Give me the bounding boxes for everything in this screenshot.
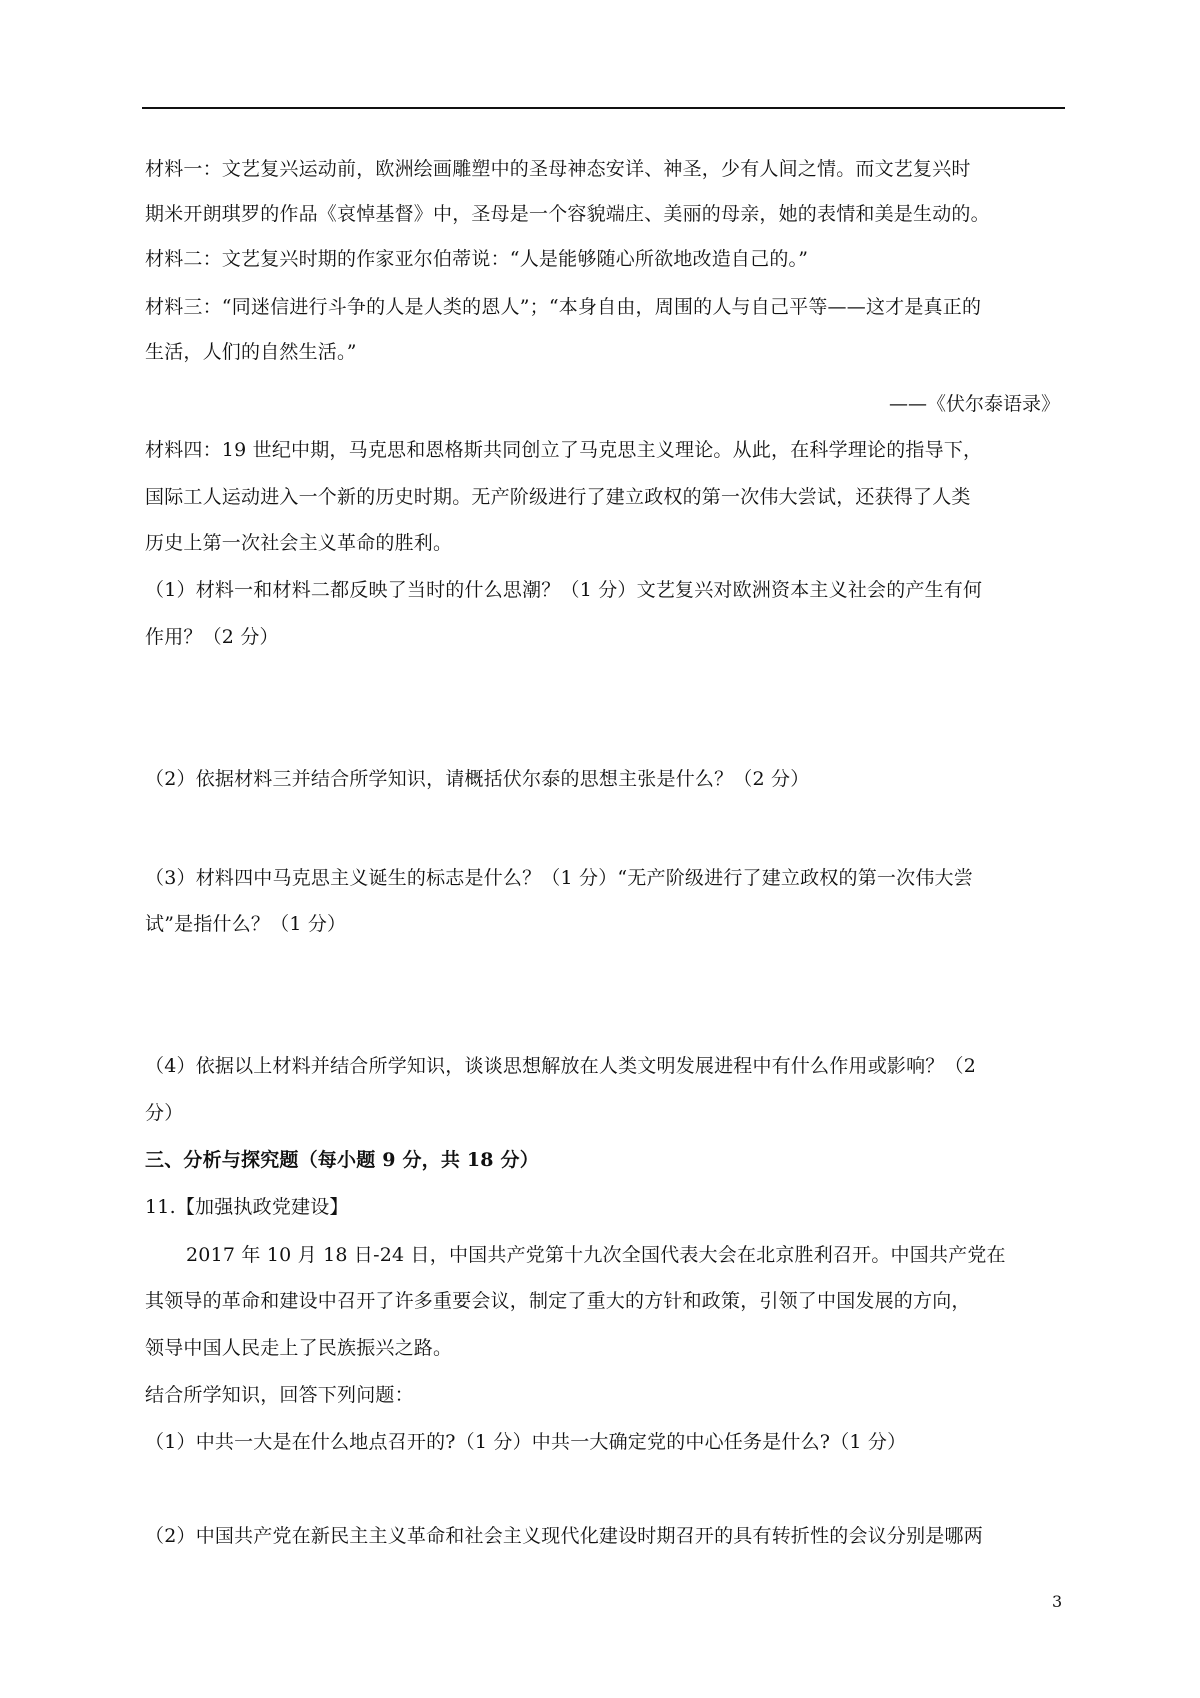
material-four-line-2: 国际工人运动进入一个新的历史时期。无产阶级进行了建立政权的第一次伟大尝试，还获得了人类 [145,486,971,508]
material-one-line-2: 期米开朗琪罗的作品《哀悼基督》中，圣母是一个容貌端庄、美丽的母亲，她的表情和美是生动的。 [145,203,990,225]
question-11-2-line-1: （2）中国共产党在新民主主义革命和社会主义现代化建设时期召开的具有转折性的会议分别是哪两 [145,1525,983,1547]
question-11-paragraph-line-1: 2017 年 10 月 18 日-24 日，中国共产党第十九次全国代表大会在北京胜利召开。中国共产党在 [186,1244,1006,1266]
question-10-3-line-2: 试”是指什么？（1 分） [145,913,347,935]
material-three-line-1: 材料三：“同迷信进行斗争的人是人类的恩人”；“本身自由，周围的人与自己平等——这才是真正的 [145,296,982,318]
question-11-paragraph-line-2: 其领导的革命和建设中召开了许多重要会议，制定了重大的方针和政策，引领了中国发展的方向， [145,1290,971,1312]
question-11-prompt: 结合所学知识，回答下列问题： [145,1384,414,1406]
question-11-title: 11.【加强执政党建设】 [145,1196,349,1218]
material-two-line-1: 材料二：文艺复兴时期的作家亚尔伯蒂说：“人是能够随心所欲地改造自己的。” [145,248,809,270]
question-11-paragraph-line-3: 领导中国人民走上了民族振兴之路。 [145,1337,453,1359]
section-3-heading: 三、分析与探究题（每小题 9 分，共 18 分） [145,1149,539,1171]
material-four-line-1: 材料四：19 世纪中期，马克思和恩格斯共同创立了马克思主义理论。从此，在科学理论的指导下， [145,439,983,461]
material-three-attribution: ——《伏尔泰语录》 [888,393,1060,415]
question-10-4-line-2: 分） [145,1102,184,1124]
question-10-3-line-1: （3）材料四中马克思主义诞生的标志是什么？（1 分）“无产阶级进行了建立政权的第一次伟大尝 [145,867,973,889]
material-four-line-3: 历史上第一次社会主义革命的胜利。 [145,532,453,554]
question-10-4-line-1: （4）依据以上材料并结合所学知识，谈谈思想解放在人类文明发展进程中有什么作用或影响？（2 [145,1055,976,1077]
header-rule [142,107,1065,109]
question-11-1-line-1: （1）中共一大是在什么地点召开的?（1 分）中共一大确定党的中心任务是什么?（1 分） [145,1431,907,1453]
question-10-1-line-2: 作用？（2 分） [145,626,279,648]
page-number: 3 [1052,1592,1063,1611]
material-three-line-2: 生活，人们的自然生活。” [145,341,357,363]
question-10-2-line-1: （2）依据材料三并结合所学知识，请概括伏尔泰的思想主张是什么？（2 分） [145,768,810,790]
material-one-line-1: 材料一：文艺复兴运动前，欧洲绘画雕塑中的圣母神态安详、神圣，少有人间之情。而文艺复兴时 [145,158,971,180]
question-10-1-line-1: （1）材料一和材料二都反映了当时的什么思潮？（1 分）文艺复兴对欧洲资本主义社会的产生有何 [145,579,983,601]
